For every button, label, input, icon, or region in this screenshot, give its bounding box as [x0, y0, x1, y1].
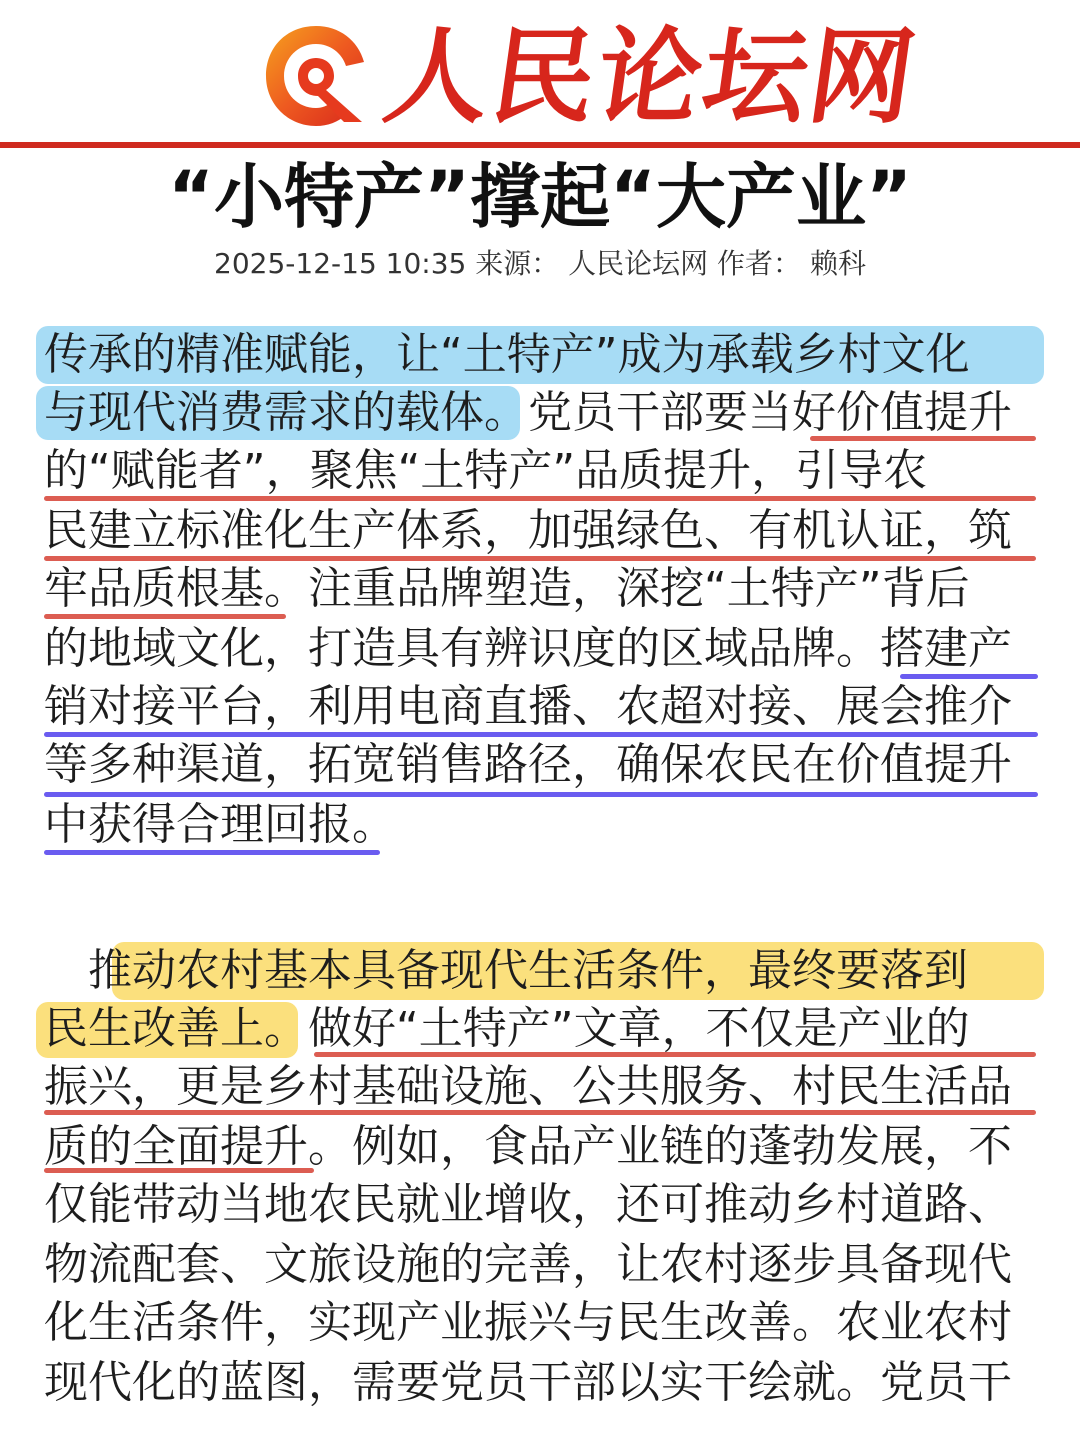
text-line: 传承的精准赋能，让“土特产”成为承载乡村文化	[44, 329, 970, 380]
site-logo-text[interactable]: 人民论坛网	[377, 15, 925, 138]
text-line: 质的全面提升。例如，食品产业链的蓬勃发展，不	[44, 1121, 1012, 1172]
article-title: “小特产”撑起“大产业”	[167, 156, 913, 238]
text-line: 物流配套、文旅设施的完善，让农村逐步具备现代	[44, 1239, 1012, 1290]
text-line: 推动农村基本具备现代生活条件，最终要落到	[44, 945, 968, 996]
site-header	[0, 0, 1080, 150]
text-line: 等多种渠道，拓宽销售路径，确保农民在价值提升	[44, 739, 1012, 790]
text-line: 中获得合理回报。	[44, 799, 396, 850]
text-line: 化生活条件，实现产业振兴与民生改善。农业农村	[44, 1297, 1012, 1348]
text-line: 销对接平台，利用电商直播、农超对接、展会推介	[44, 681, 1012, 732]
text-line: 民建立标准化生产体系，加强绿色、有机认证，筑	[44, 505, 1012, 556]
text-line: 牢品质根基。注重品牌塑造，深挖“土特产”背后	[44, 563, 970, 614]
text-line: 现代化的蓝图，需要党员干部以实干绘就。党员干	[44, 1357, 1012, 1408]
header-divider	[0, 142, 1080, 148]
text-line: 民生改善上。做好“土特产”文章，不仅是产业的	[44, 1003, 970, 1054]
people-forum-swirl-icon	[258, 18, 374, 134]
text-line: 与现代消费需求的载体。党员干部要当好价值提升	[44, 387, 1012, 438]
text-line: 仅能带动当地农民就业增收，还可推动乡村道路、	[44, 1179, 1012, 1230]
article-meta: 2025-12-15 10:35 来源： 人民论坛网 作者： 赖科	[214, 247, 866, 280]
text-line: 的“赋能者”，聚焦“土特产”品质提升，引导农	[44, 445, 928, 496]
text-line: 的地域文化，打造具有辨识度的区域品牌。搭建产	[44, 623, 1012, 674]
text-line: 振兴，更是乡村基础设施、公共服务、村民生活品	[44, 1061, 1012, 1112]
